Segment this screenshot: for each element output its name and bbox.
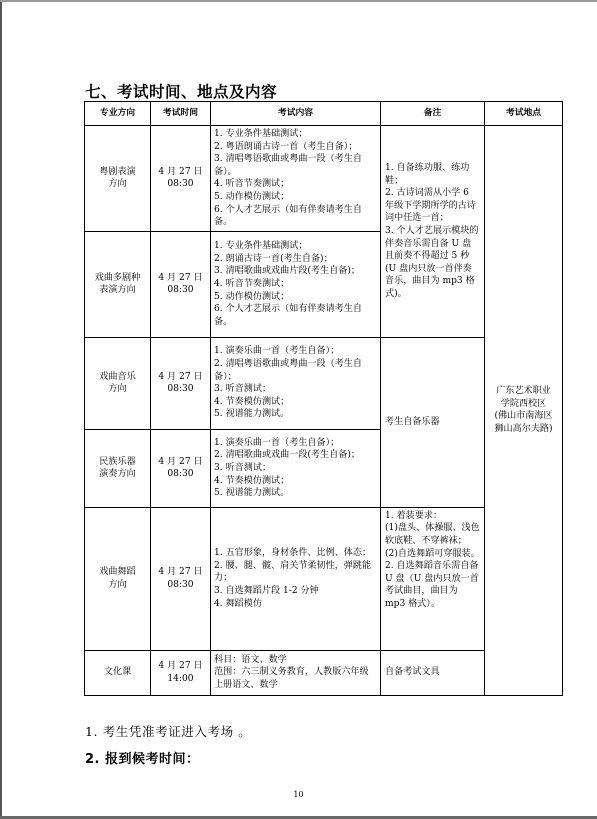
content-line: 2. 清唱粤语歌曲或粤曲一段（考生自备）；: [214, 359, 362, 382]
note-line: 1. 着装要求：: [385, 510, 443, 521]
major-line: 戏曲舞蹈: [99, 567, 136, 578]
time-date: 4 月 27 日: [158, 456, 203, 467]
content-line: 4. 听音节奏测试；: [214, 278, 290, 289]
major-cell: [85, 429, 151, 507]
note-line: 2. 自选舞蹈音乐需自备 U 盘（U 盘内只放一首考试曲目，曲目为 mp3 格式）。: [385, 561, 479, 609]
time-clock: 08:30: [167, 285, 194, 296]
major-line: 演奏方向: [99, 469, 136, 480]
content-line: 3. 听音测试；: [214, 462, 272, 473]
major-line: 方向: [108, 179, 127, 190]
content-line: 2. 清唱歌曲或戏曲一段(考生自备)；: [214, 450, 360, 461]
content-line: 5. 视谱能力测试。: [214, 409, 290, 420]
major-cell: [85, 337, 151, 429]
content-cell: [211, 507, 381, 650]
content-line: 2. 朗诵古诗一首(考生自备)；: [214, 253, 333, 264]
admission-note: 1. 考生凭准考证进入考场 。: [85, 724, 252, 739]
major-line: 粤剧表演: [99, 166, 136, 177]
note-line: 2. 古诗词需从小学 6 年级下学期所学的古诗词中任选一首；: [385, 188, 476, 224]
time-cell: [151, 507, 211, 650]
time-clock: 14:00: [167, 673, 194, 684]
content-line: 3. 自选舞蹈片段 1-2 分钟: [214, 586, 319, 597]
major-line: 戏曲音乐: [99, 371, 136, 382]
content-line: 4. 节奏模仿测试；: [214, 396, 290, 407]
content-line: 3. 清唱歌曲或戏曲片段(考生自备)；: [214, 266, 360, 277]
time-clock: 08:30: [167, 579, 194, 590]
note-line: 3. 个人才艺展示模块的伴奏音乐需自备 U 盘且前奏不得超过 5 秒(U 盘内只放一首伴奏音乐，曲目为 mp3 格式)。: [385, 226, 479, 300]
header-time: 考试时间: [151, 102, 211, 126]
content-line: 4. 听音节奏测试；: [214, 179, 290, 190]
time-date: 4 月 27 日: [158, 166, 203, 177]
major-cell: [85, 126, 151, 232]
time-clock: 08:30: [167, 384, 194, 395]
content-line: 5. 视谱能力测试。: [214, 488, 290, 499]
page-number: 10: [293, 790, 304, 799]
major-line: 民族乐器: [99, 456, 136, 467]
header-major: 专业方向: [85, 102, 151, 126]
header-note: 备注: [381, 102, 485, 126]
note-cell-performance: [381, 126, 485, 338]
place-line: 广东艺术职业: [496, 386, 551, 397]
major-line: 方向: [108, 579, 127, 590]
time-cell: [151, 337, 211, 429]
content-cell: [211, 231, 381, 337]
note-cell-dance: [381, 507, 485, 650]
content-line: 3. 清唱粤语歌曲或粤曲一段（考生自备）。: [214, 154, 362, 177]
time-date: 4 月 27 日: [158, 272, 203, 283]
table-row: [85, 126, 563, 232]
major-line: 戏曲多剧种: [94, 272, 141, 283]
content-line: 1. 五官形象，身材条件、比例、体态；: [214, 548, 372, 559]
content-line: 5. 动作模仿测试；: [214, 191, 290, 202]
page-left-edge: [0, 0, 2, 819]
header-place: 考试地点: [485, 102, 563, 126]
note-line: (1)盘头、体操服、浅色软底鞋、不穿裤袜；: [385, 523, 480, 546]
page-top-edge: [0, 0, 597, 2]
content-cell: [211, 337, 381, 429]
note-line: (2)自选舞蹈可穿服装。: [385, 548, 480, 559]
place-line: 狮山高尔夫路): [494, 423, 553, 434]
major-line: 方向: [108, 384, 127, 395]
content-cell: [211, 650, 381, 695]
content-line: 3. 听音测试；: [214, 384, 272, 395]
header-content: 考试内容: [211, 102, 381, 126]
major-cell: [85, 231, 151, 337]
exam-schedule-table: [84, 101, 563, 696]
note-cell-culture: [381, 650, 485, 695]
content-line: 1. 专业条件基础测试；: [214, 241, 308, 252]
content-line: 1. 演奏乐曲一首（考生自备）；: [214, 346, 340, 357]
place-cell: [485, 126, 563, 696]
content-line: 1. 专业条件基础测试；: [214, 129, 308, 139]
content-line: 6. 个人才艺展示（如有伴奏请考生自备。: [214, 204, 362, 228]
time-cell: [151, 429, 211, 507]
major-line: 表演方向: [99, 285, 136, 296]
content-cell: [211, 429, 381, 507]
check-in-heading: 2. 报到候考时间：: [85, 752, 200, 767]
note-line: 自备考试文具: [385, 667, 440, 678]
content-line: 2. 腰、腿、髋、肩关节柔韧性，弹跳能力；: [214, 560, 372, 584]
time-date: 4 月 27 日: [158, 567, 203, 578]
time-clock: 08:30: [167, 179, 194, 190]
time-cell: [151, 231, 211, 337]
time-cell: [151, 126, 211, 232]
content-line: 4. 舞蹈模仿: [214, 598, 262, 609]
content-line: 1. 演奏乐曲一首（考生自备）；: [214, 437, 340, 448]
place-line: 学院西校区: [500, 398, 547, 409]
time-date: 4 月 27 日: [158, 371, 203, 382]
note-line: 考生自备乐器: [385, 416, 440, 427]
time-date: 4 月 27 日: [158, 661, 203, 672]
table-header-row: [85, 102, 563, 126]
content-line: 2. 粤语朗诵古诗一首（考生自备）；: [214, 141, 358, 152]
section-title: 七、考试时间、地点及内容: [85, 83, 278, 101]
content-line: 4. 节奏模仿测试；: [214, 475, 290, 486]
note-cell-music: [381, 337, 485, 507]
time-clock: 08:30: [167, 469, 194, 480]
content-cell: [211, 126, 381, 232]
content-line: 6. 个人才艺展示（如有伴奏请考生自备。: [214, 304, 362, 327]
note-line: 1. 自备练功服、练功鞋；: [385, 163, 470, 186]
place-line: (佛山市南海区: [494, 411, 553, 422]
major-line: 文化课: [103, 667, 132, 678]
content-line: 科目：语文、数学: [214, 654, 287, 665]
major-cell: [85, 507, 151, 650]
content-line: 范围：六三制义务教育，人教版六年级上册语文、数学: [214, 667, 369, 691]
major-cell: [85, 650, 151, 695]
time-cell: [151, 650, 211, 695]
content-line: 5. 动作模仿测试；: [214, 291, 290, 302]
